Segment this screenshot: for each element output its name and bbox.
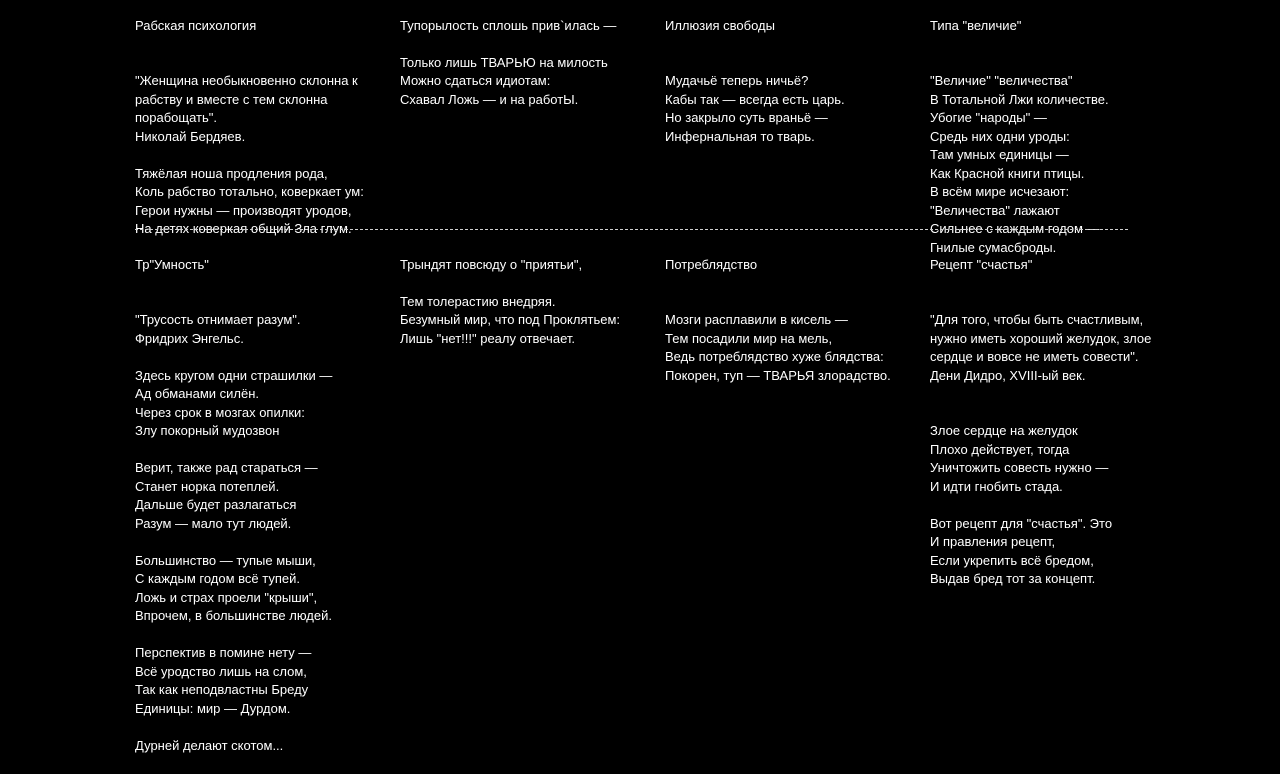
poem-body: Тем толерастию внедряя. Безумный мир, что под Проклятьем: Лишь "нет!!!" реалу отвечает.	[400, 293, 621, 346]
poem-title: Рабская психология	[135, 17, 257, 33]
poem-title: Тупорылость сплошь прив`илась —	[400, 17, 617, 33]
poem-title: Рецепт "счастья"	[930, 256, 1033, 272]
poem-title: Иллюзия свободы	[665, 17, 775, 33]
poem-tuporylost	[400, 0, 655, 128]
dashed-separator	[135, 229, 1128, 230]
poem-tipa-velichie	[930, 0, 1185, 276]
poem-illyuziya-svobody	[665, 0, 920, 165]
poem-body: Только лишь ТВАРЬЮ на милость Можно сдаться идиотам: Схавал Ложь — и на работЫ.	[400, 54, 608, 107]
poem-title: Тр"Умность"	[135, 256, 209, 272]
poem-body: Мозги расплавили в кисель — Тем посадили мир на мель, Ведь потреблядство хуже блядства: Покорен, туп — ТВАРЬЯ злорадство.	[665, 312, 891, 383]
poem-rabskaya-psikhologiya	[135, 0, 390, 257]
poem-retsept-schastya	[930, 237, 1185, 607]
poem-body: "Трусость отнимает разум". Фридрих Энгельс. Здесь кругом одни страшилки — Ад обманами силён. Через срок в мозгах опилки: Злу покорный мудозвон Верит, также рад стараться — Станет норка потеплей. Дальше будет разлагаться Разум — мало тут людей. Большинство — тупые мыши, С каждым годом всё тупей. Ложь и страх проели "крыши", Впрочем, в большинстве людей. Перспектив в помине нету — Всё уродство лишь на слом, Так как неподвластны Бреду Единицы: мир — Дурдом. Дурней делают скотом...	[135, 312, 333, 753]
poem-body: "Женщина необыкновенно склонна к рабству и вместе с тем склонна порабощать". Николай Бердяев. Тяжёлая ноша продления рода, Коль рабство тотально, коверкает ум: Герои нужны — производят уродов, На детях коверкая общий Зла глум.	[135, 73, 364, 236]
poem-title: Типа "величие"	[930, 17, 1022, 33]
poem-trumnost	[135, 237, 390, 774]
poem-title: Потреблядство	[665, 256, 758, 272]
poem-tryndyat	[400, 237, 655, 367]
poem-body: Мудачьё теперь ничьё? Кабы так — всегда есть царь. Но закрыло суть враньё — Инфернальная то тварь.	[665, 73, 845, 144]
poem-title: Трындят повсюду о "приятьи",	[400, 256, 583, 272]
poem-potreblyadstvo	[665, 237, 920, 404]
poem-body: "Для того, чтобы быть счастливым, нужно иметь хороший желудок, злое сердце и вовсе не иметь совести". Дени Дидро, XVIII-ый век. Злое сердце на желудок Плохо действует, тогда Уничтожить совесть нужно — И идти гнобить стада. Вот рецепт для "счастья". Это И правления рецепт, Если укрепить всё бредом, Выдав бред тот за концепт.	[930, 312, 1152, 586]
poem-body: "Величие" "величества" В Тотальной Лжи количестве. Убогие "народы" — Средь них одни уроды: Там умных единицы — Как Красной книги птицы. В всём мире исчезают: "Величества" лажают Сильнее с каждым годом — Гнилые сумасброды.	[930, 73, 1109, 255]
